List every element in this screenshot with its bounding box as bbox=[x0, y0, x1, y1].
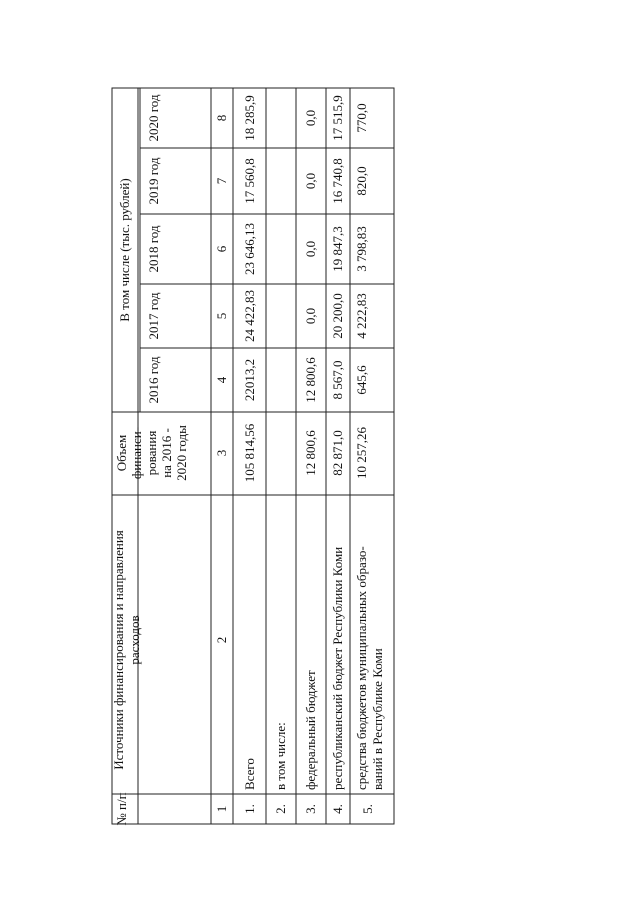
row-name: Всего bbox=[242, 758, 257, 790]
row-num: 4. bbox=[330, 804, 345, 814]
col-number: 6 bbox=[214, 245, 229, 253]
table-row bbox=[303, 110, 318, 814]
col-number: 1 bbox=[214, 805, 229, 813]
col-number: 4 bbox=[214, 376, 229, 384]
row-2020: 18 285,9 bbox=[242, 95, 257, 141]
header-source-line1: Источники финансирования и направления bbox=[111, 530, 126, 770]
header-group-title: В том числе (тыс. рублей) bbox=[117, 178, 132, 322]
row-2016: 645,6 bbox=[354, 365, 369, 395]
table-row bbox=[242, 95, 257, 814]
header-year-2016: 2016 год bbox=[146, 356, 161, 404]
row-num: 1. bbox=[242, 804, 257, 814]
table-row bbox=[330, 95, 345, 814]
row-2019: 820,0 bbox=[354, 166, 369, 196]
row-2019: 0,0 bbox=[303, 172, 318, 190]
table-row bbox=[354, 103, 385, 814]
row-total: 10 257,26 bbox=[354, 427, 369, 479]
header-volume-line: финанси- bbox=[129, 426, 144, 480]
row-2018: 19 847,3 bbox=[330, 226, 345, 272]
col-number: 2 bbox=[214, 636, 229, 644]
row-2017: 24 422,83 bbox=[242, 290, 257, 342]
row-2018: 0,0 bbox=[303, 240, 318, 258]
col-number: 7 bbox=[214, 177, 229, 185]
header-year-2019: 2019 год bbox=[146, 157, 161, 205]
header-year-2018: 2018 год bbox=[146, 225, 161, 273]
header-volume-line: рования bbox=[144, 430, 159, 476]
row-2017: 0,0 bbox=[303, 307, 318, 325]
row-2018: 23 646,13 bbox=[242, 223, 257, 275]
header-volume bbox=[114, 425, 189, 481]
row-name: в том числе: bbox=[273, 722, 288, 790]
row-2020: 0,0 bbox=[303, 109, 318, 127]
row-2017: 20 200,0 bbox=[330, 293, 345, 339]
row-total: 82 871,0 bbox=[330, 430, 345, 476]
row-2019: 17 560,8 bbox=[242, 158, 257, 204]
row-total: 12 800,6 bbox=[303, 430, 318, 476]
col-number: 3 bbox=[214, 449, 229, 457]
col-number: 5 bbox=[214, 312, 229, 320]
header-source-line2: расходов bbox=[127, 615, 142, 665]
row-2016: 8 567,0 bbox=[330, 360, 345, 400]
row-2020: 17 515,9 bbox=[330, 95, 345, 141]
row-num: 3. bbox=[303, 804, 318, 814]
header-year-2017: 2017 год bbox=[146, 292, 161, 340]
header-volume-line: Объем bbox=[114, 434, 129, 472]
header-volume-line: 2020 годы bbox=[174, 425, 189, 481]
row-name-line2: ваний в Республике Коми bbox=[370, 648, 385, 790]
row-num: 2. bbox=[273, 804, 288, 814]
column-numbers-row bbox=[214, 115, 229, 813]
header-year-2020: 2020 год bbox=[146, 94, 161, 142]
row-num: 5. bbox=[360, 804, 375, 814]
header-volume-line: на 2016 - bbox=[159, 428, 174, 478]
row-2019: 16 740,8 bbox=[330, 158, 345, 204]
row-name: республиканский бюджет Республики Коми bbox=[330, 546, 345, 790]
row-name: федеральный бюджет bbox=[303, 670, 318, 790]
row-name-line1: средства бюджетов муниципальных образо- bbox=[354, 546, 369, 790]
col-number: 8 bbox=[214, 114, 229, 122]
row-2016: 22013,2 bbox=[242, 358, 257, 402]
row-total: 105 814,56 bbox=[242, 423, 257, 483]
row-2018: 3 798,83 bbox=[354, 226, 369, 272]
header-years bbox=[146, 94, 161, 403]
header-num: № п/п bbox=[114, 792, 129, 826]
row-2020: 770,0 bbox=[354, 103, 369, 133]
row-2016: 12 800,6 bbox=[303, 357, 318, 403]
row-2017: 4 222,83 bbox=[354, 293, 369, 339]
table-row bbox=[273, 722, 288, 814]
